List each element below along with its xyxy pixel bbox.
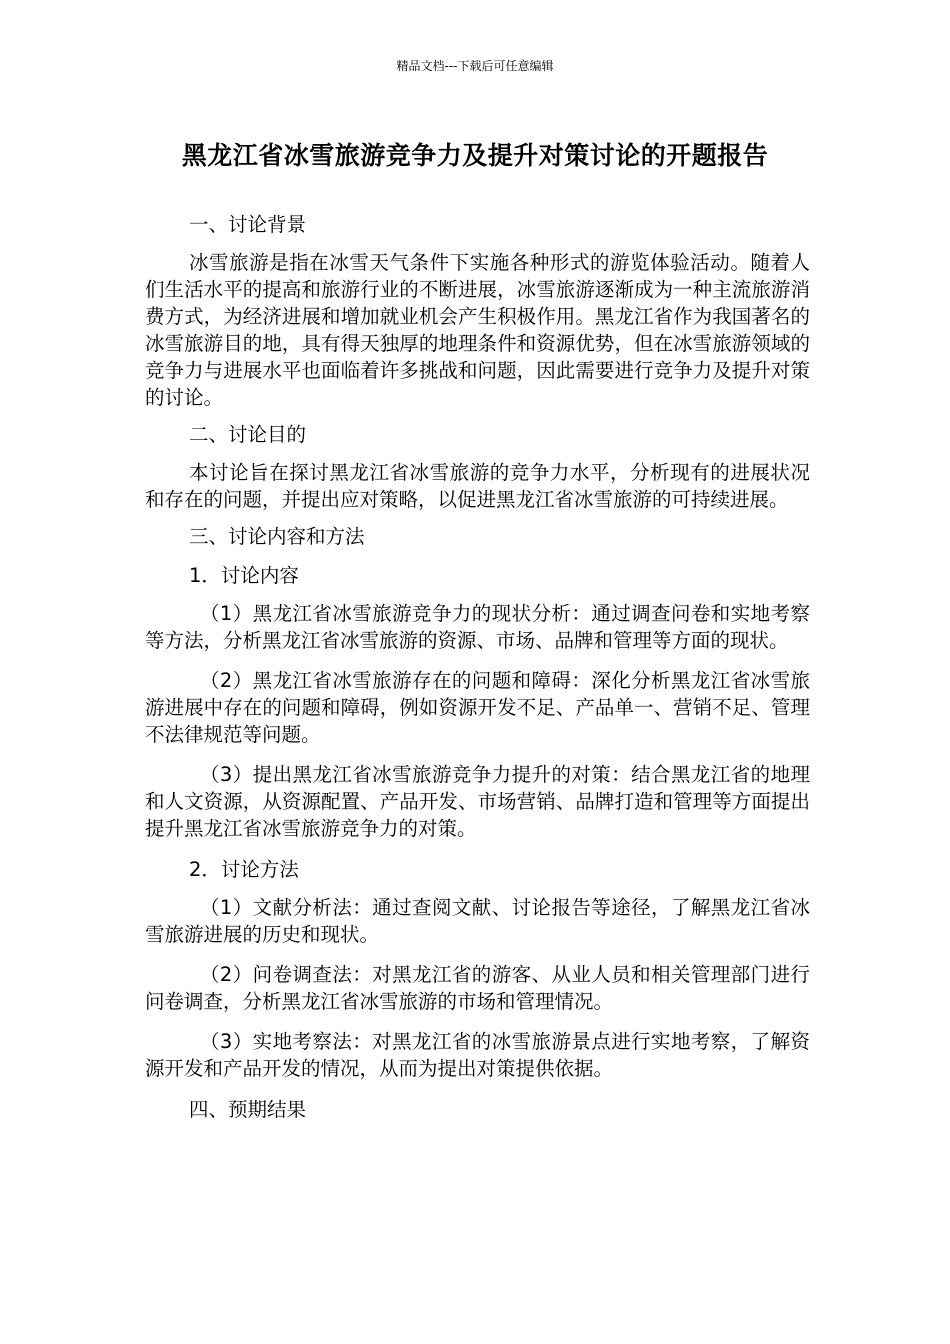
subsection-heading-content: 1．讨论内容 [189, 564, 299, 587]
section-heading-expected-results: 四、预期结果 [189, 1098, 307, 1121]
content-item-1: （1）黑龙江省冰雪旅游竞争力的现状分析：通过调查问卷和实地考察等方法，分析黑龙江省冰雪旅游的资源、市场、品牌和管理等方面的现状。 [145, 602, 810, 652]
section-heading-content-methods: 三、讨论内容和方法 [189, 525, 365, 548]
section-heading-purpose: 二、讨论目的 [189, 423, 307, 446]
content-item-2: （2）黑龙江省冰雪旅游存在的问题和障碍：深化分析黑龙江省冰雪旅游进展中存在的问题和障碍，例如资源开发不足、产品单一、营销不足、管理不法律规范等问题。 [145, 669, 810, 746]
subsection-heading-methods: 2．讨论方法 [189, 858, 299, 881]
method-item-3: （3）实地考察法：对黑龙江省的冰雪旅游景点进行实地考察，了解资源开发和产品开发的情况，从而为提出对策提供依据。 [145, 1030, 810, 1080]
document-title: 黑龙江省冰雪旅游竞争力及提升对策讨论的开题报告 [181, 141, 769, 170]
section-heading-background: 一、讨论背景 [189, 213, 307, 236]
page-header: 精品文档---下载后可任意编辑 [396, 59, 554, 73]
method-item-2: （2）问卷调查法：对黑龙江省的游客、从业人员和相关管理部门进行问卷调查，分析黑龙江省冰雪旅游的市场和管理情况。 [145, 963, 810, 1013]
content-item-3: （3）提出黑龙江省冰雪旅游竞争力提升的对策：结合黑龙江省的地理和人文资源，从资源配置、产品开发、市场营销、品牌打造和管理等方面提出提升黑龙江省冰雪旅游竞争力的对策。 [145, 763, 810, 840]
method-item-1: （1）文献分析法：通过查阅文献、讨论报告等途径，了解黑龙江省冰雪旅游进展的历史和现状。 [145, 896, 810, 946]
purpose-paragraph: 本讨论旨在探讨黑龙江省冰雪旅游的竞争力水平，分析现有的进展状况和存在的问题，并提出应对策略，以促进黑龙江省冰雪旅游的可持续进展。 [145, 461, 810, 511]
document-body [145, 210, 810, 1125]
background-paragraph: 冰雪旅游是指在冰雪天气条件下实施各种形式的游览体验活动。随着人们生活水平的提高和旅游行业的不断进展，冰雪旅游逐渐成为一种主流旅游消费方式，为经济进展和增加就业机会产生积极作用。黑龙江省作为我国著名的冰雪旅游目的地，具有得天独厚的地理条件和资源优势，但在冰雪旅游领域的竞争力与进展水平也面临着许多挑战和问题，因此需要进行竞争力及提升对策的讨论。 [145, 251, 810, 409]
